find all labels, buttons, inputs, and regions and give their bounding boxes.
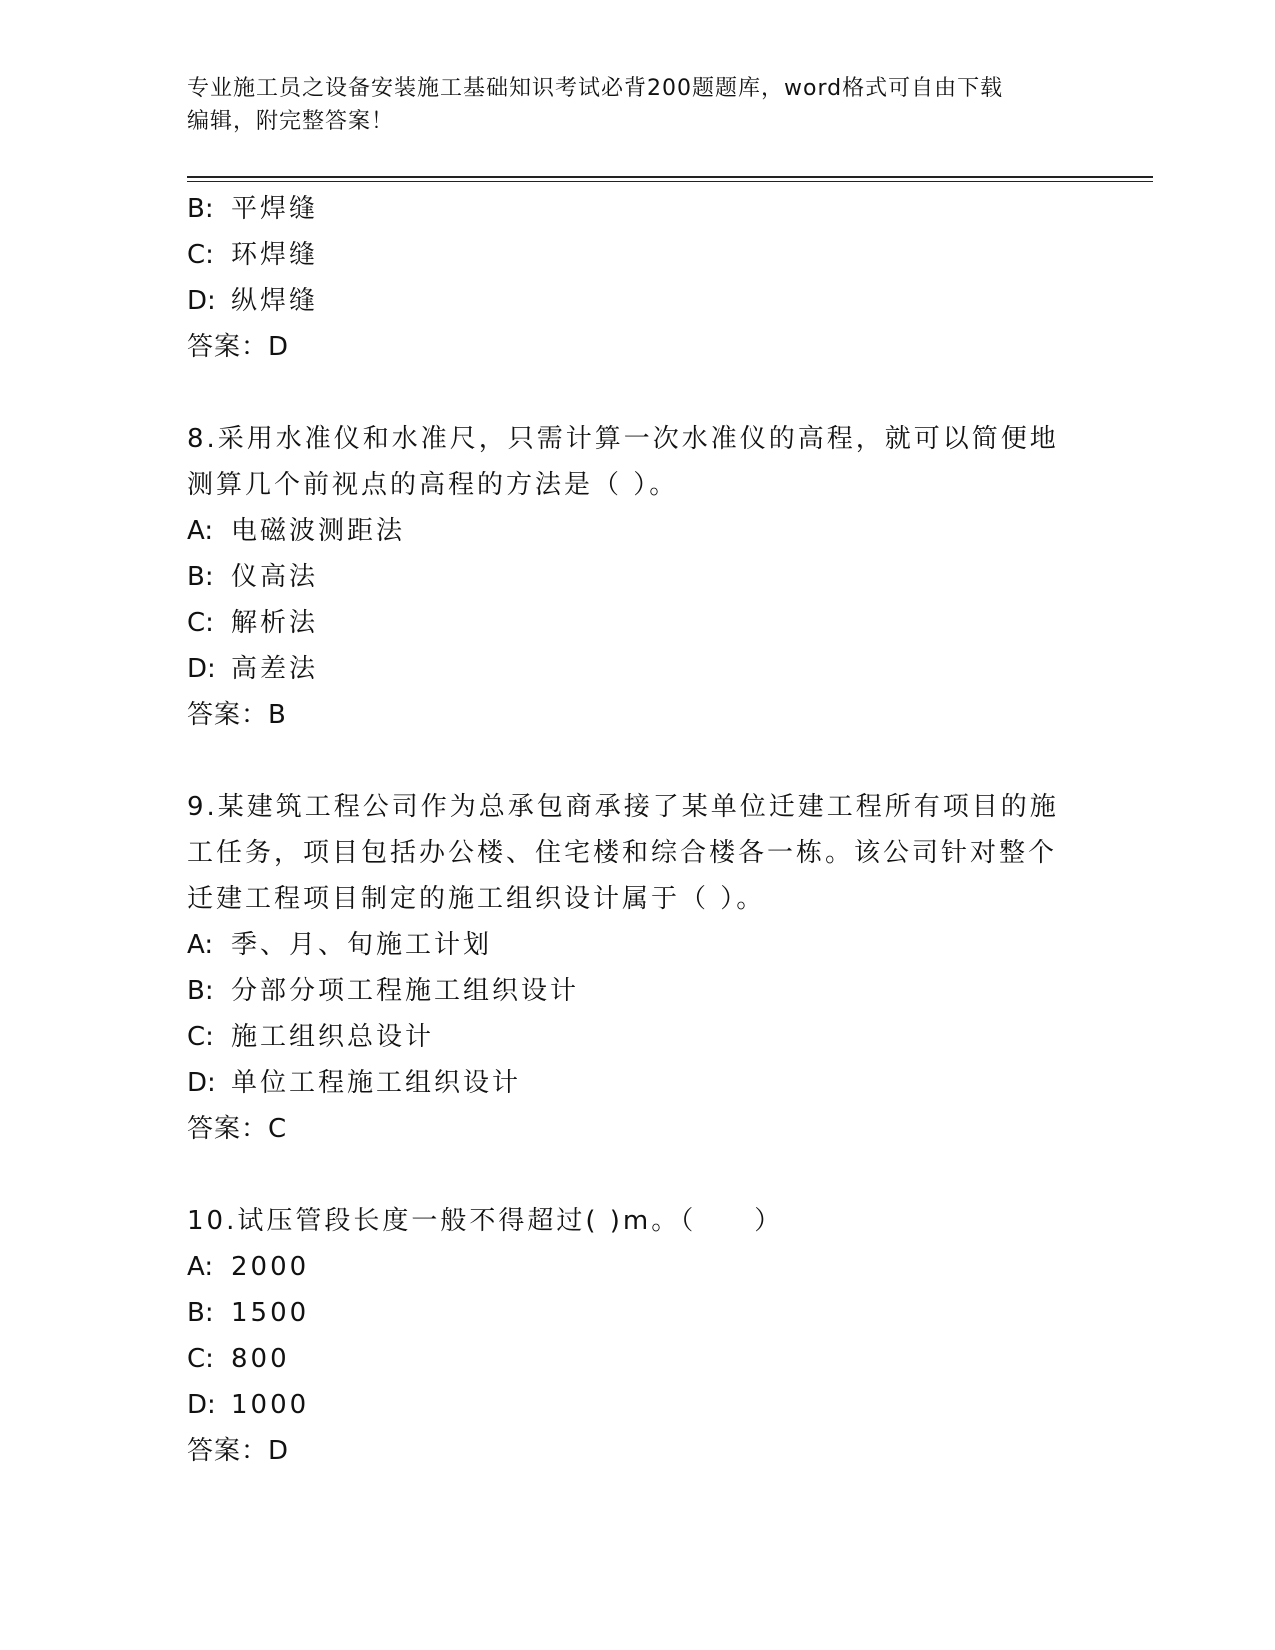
option-a: A: 季、月、旬施工计划 (187, 930, 493, 960)
option-a: A: 电磁波测距法 (187, 516, 406, 546)
question-text-line: 9.某建筑工程公司作为总承包商承接了某单位迁建工程所有项目的施 (187, 792, 1059, 822)
option-d: D: 1000 (187, 1390, 310, 1420)
header-rule-thin (187, 181, 1153, 182)
question-9 (187, 784, 1067, 1152)
question-text-line: 10.试压管段长度一般不得超过( )m。（ ） (187, 1206, 784, 1236)
document-header (187, 72, 1087, 138)
header-line-2: 编辑，附完整答案！ (187, 109, 395, 134)
option-c: C: 800 (187, 1344, 290, 1374)
header-rule-thick (187, 176, 1153, 178)
question-text-line: 8.采用水准仪和水准尺，只需计算一次水准仪的高程，就可以简便地 (187, 424, 1059, 454)
document-body (187, 186, 1067, 1474)
option-b: B: 1500 (187, 1298, 310, 1328)
option-c: C: 环焊缝 (187, 240, 319, 270)
question-text-line: 工任务，项目包括办公楼、住宅楼和综合楼各一栋。该公司针对整个 (187, 838, 1058, 868)
option-a: A: 2000 (187, 1252, 310, 1282)
answer: 答案：D (187, 1436, 290, 1466)
question-text-line: 迁建工程项目制定的施工组织设计属于（ ）。 (187, 884, 766, 914)
option-d: D: 纵焊缝 (187, 286, 319, 316)
option-d: D: 高差法 (187, 654, 319, 684)
option-b: B: 仪高法 (187, 562, 319, 592)
header-line-1: 专业施工员之设备安装施工基础知识考试必背200题题库，word格式可自由下载 (187, 76, 1004, 101)
question-8 (187, 416, 1067, 738)
question-7 (187, 186, 1067, 370)
option-c: C: 施工组织总设计 (187, 1022, 435, 1052)
answer: 答案：C (187, 1114, 288, 1144)
question-text-line: 测算几个前视点的高程的方法是（ ）。 (187, 470, 679, 500)
answer: 答案：D (187, 332, 290, 362)
option-c: C: 解析法 (187, 608, 319, 638)
option-b: B: 平焊缝 (187, 194, 319, 224)
option-d: D: 单位工程施工组织设计 (187, 1068, 522, 1098)
option-b: B: 分部分项工程施工组织设计 (187, 976, 580, 1006)
answer: 答案：B (187, 700, 287, 730)
question-10 (187, 1198, 1067, 1474)
